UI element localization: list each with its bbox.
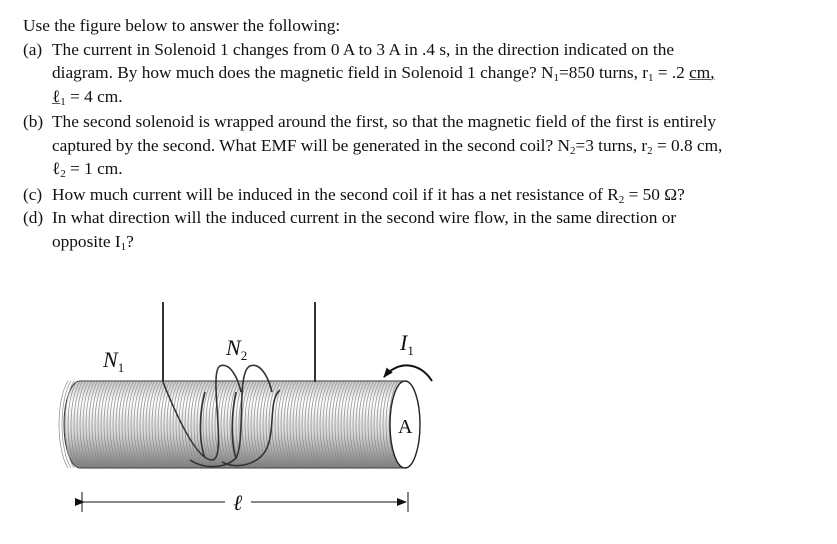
question-b-line2: captured by the second. What EMF will be generated in the second coil? $N_2=3$ turns, $r_2 = 0.8$ cm, — [52, 135, 723, 157]
n2-label: $N_2$ — [226, 335, 248, 363]
question-c-label: (c) — [23, 184, 43, 204]
current-direction-arrow — [384, 365, 432, 381]
question-b-line3: ℓ$_2$ = 1 cm. — [52, 159, 123, 180]
question-a-line1: The current in Solenoid 1 changes from 0 A to 3 A in .4 s, in the direction indicated on the — [52, 39, 675, 59]
length-dimension — [82, 490, 408, 515]
end-face-label: A — [398, 416, 413, 438]
question-d-line2: opposite $I_1$? — [52, 231, 134, 253]
intro-line: Use the figure below to answer the following: — [23, 16, 341, 35]
n1-label: $N_1$ — [103, 347, 125, 375]
question-a-line3: ℓ$_1$ = 4 cm. — [52, 86, 123, 108]
i1-label: $I_1$ — [400, 330, 414, 358]
question-a-label: (a) — [23, 39, 43, 59]
question-d-label: (d) — [23, 208, 44, 227]
question-b-line1: The second solenoid is wrapped around the first, so that the magnetic field of the first is entirely — [52, 112, 717, 131]
question-c-line1: How much current will be induced in the second coil if it has a net resistance of $R_2 = 50$ Ω? — [52, 184, 685, 206]
length-label: ℓ — [233, 490, 243, 515]
question-d-line1: In what direction will the induced current in the second wire flow, in the same direction or — [52, 208, 677, 227]
question-a-line2: diagram. By how much does the magnetic field in Solenoid 1 change? $N_1=850$ turns, $r_1 = .2$ cm, — [52, 63, 715, 84]
spellcheck-underlined-unit: cm, — [689, 63, 715, 82]
question-b-label: (b) — [23, 112, 44, 131]
solenoid-1 — [59, 381, 420, 468]
